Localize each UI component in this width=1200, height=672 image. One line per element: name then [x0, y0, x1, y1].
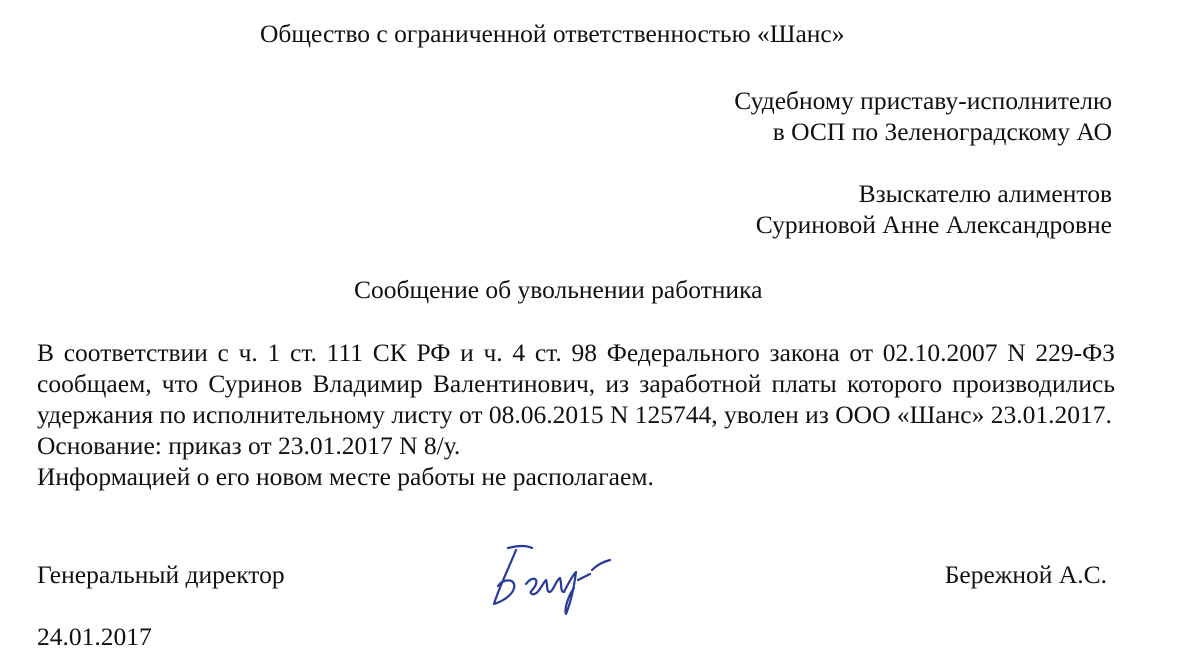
- company-name: Общество с ограниченной ответственностью «Шанс»: [260, 19, 845, 48]
- recipient-claimant-line2: Суриновой Анне Александровне: [755, 210, 1112, 239]
- document-title: Сообщение об увольнении работника: [354, 275, 763, 304]
- recipient-bailiff: [734, 85, 1112, 147]
- recipient-claimant-line1: Взыскателю алиментов: [858, 179, 1112, 208]
- document-body: [37, 337, 1115, 492]
- document-date: 24.01.2017: [37, 622, 152, 651]
- recipient-claimant: [756, 178, 1112, 240]
- info-line: Информацией о его новом месте работы не располагаем.: [37, 462, 654, 491]
- signatory-role: Генеральный директор: [37, 560, 285, 589]
- basis-line: Основание: приказ от 23.01.2017 N 8/у.: [37, 431, 461, 460]
- recipient-bailiff-line1: Судебному приставу-исполнителю: [734, 86, 1112, 115]
- signatory-name: Бережной А.С.: [944, 560, 1107, 589]
- main-paragraph: В соответствии с ч. 1 ст. 111 СК РФ и ч. 4 ст. 98 Федерального закона от 02.10.2007 N 229-ФЗ сообщаем, что Суринов Владимир Валентинович, из заработной платы которого производились удержания по исполнительному листу от 08.06.2015 N 125744, уволен из ООО «Шанс» 23.01.2017.: [37, 338, 1115, 429]
- handwritten-signature-icon: [486, 540, 626, 620]
- recipient-bailiff-line2: в ОСП по Зеленоградскому АО: [772, 117, 1112, 146]
